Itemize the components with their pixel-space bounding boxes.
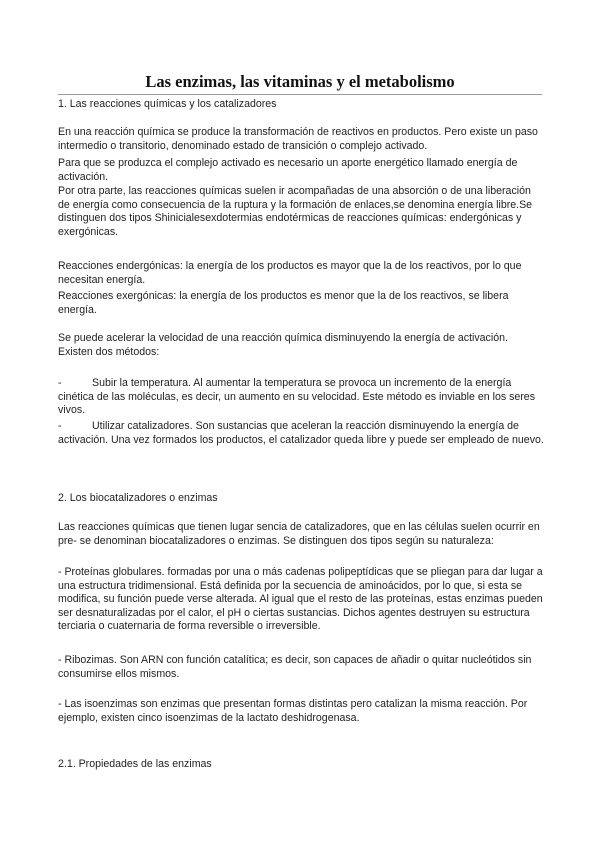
page-title: Las enzimas, las vitaminas y el metabolismo [145, 72, 455, 91]
section-2-heading: 2. Los biocatalizadores o enzimas [58, 492, 218, 504]
paragraph-biocatalysts: Las reacciones químicas que tienen lugar sencia de catalizadores, que en las células suelen ocurrir en pre- se denominan biocatalizadores o enzimas. Se distinguen dos tipos según su naturaleza: [58, 521, 540, 547]
section-1-heading: 1. Las reacciones químicas y los catalizadores [58, 98, 277, 110]
title-divider [58, 94, 542, 95]
list-marker: - [58, 377, 62, 389]
paragraph-ribozymes: - Ribozimas. Son ARN con función catalítica; es decir, son capaces de añadir o quitar nucleótidos sin consumirse ellos mismos. [58, 654, 532, 680]
section-2-1-heading: 2.1. Propiedades de las enzimas [58, 758, 212, 770]
list-item-text: Subir la temperatura. Al aumentar la temperatura se provoca un incremento de la energía cinética de las moléculas, es decir, un aumento en su velocidad. Este método es inviable en los seres vivos. [58, 377, 535, 417]
list-item-text: Utilizar catalizadores. Son sustancias que aceleran la reacción disminuyendo la energía de activación. Una vez formados los productos, el catalizador queda libre y puede ser empleado de nuevo. [58, 420, 544, 446]
paragraph-globular-proteins: - Proteínas globulares. formadas por una o más cadenas polipeptídicas que se pliegan para dar lugar a una estructura tridimensional. Está definida por la secuencia de aminoácidos, por lo que, si esta se modifica, su función puede verse alterada. Al igual que el resto de las proteínas, estas enzimas pueden ser desnaturalizadas por el calor, el pH o ciertas sustancias. Dichos agentes destruyen su estructura terciaria o cuaternaria de forma reversible o irreversible. [58, 566, 543, 633]
paragraph-free-energy: Por otra parte, las reacciones químicas suelen ir acompañadas de una absorción o de una liberación de energía como consecuencia de la ruptura y la formación de enlaces,se denomina energía libre.Se distinguen dos tipos Shinicialesexdotermias endotérmicas de reacciones químicas: endergónicas y exergónicas. [58, 185, 533, 238]
list-marker: - [58, 420, 62, 432]
paragraph-endergonic: Reacciones endergónicas: la energía de los productos es mayor que la de los reactivos, por lo que necesitan energía. [58, 260, 522, 286]
paragraph-methods-intro: Se puede acelerar la velocidad de una reacción química disminuyendo la energía de activación. Existen dos métodos: [58, 332, 508, 358]
paragraph-activation-energy: Para que se produzca el complejo activado es necesario un aporte energético llamado energía de activación. [58, 157, 518, 183]
list-item [58, 377, 544, 418]
paragraph-isoenzymes: - Las isoenzimas son enzimas que presentan formas distintas pero catalizan la misma reacción. Por ejemplo, existen cinco isoenzimas de la lactato deshidrogenasa. [58, 698, 528, 724]
list-item [58, 420, 544, 447]
paragraph-exergonic: Reacciones exergónicas: la energía de los productos es menor que la de los reactivos, se libera energía. [58, 290, 509, 316]
paragraph-reaction-intro: En una reacción química se produce la transformación de reactivos en productos. Pero existe un paso intermedio o transitorio, denominado estado de transición o complejo activado. [58, 126, 538, 152]
